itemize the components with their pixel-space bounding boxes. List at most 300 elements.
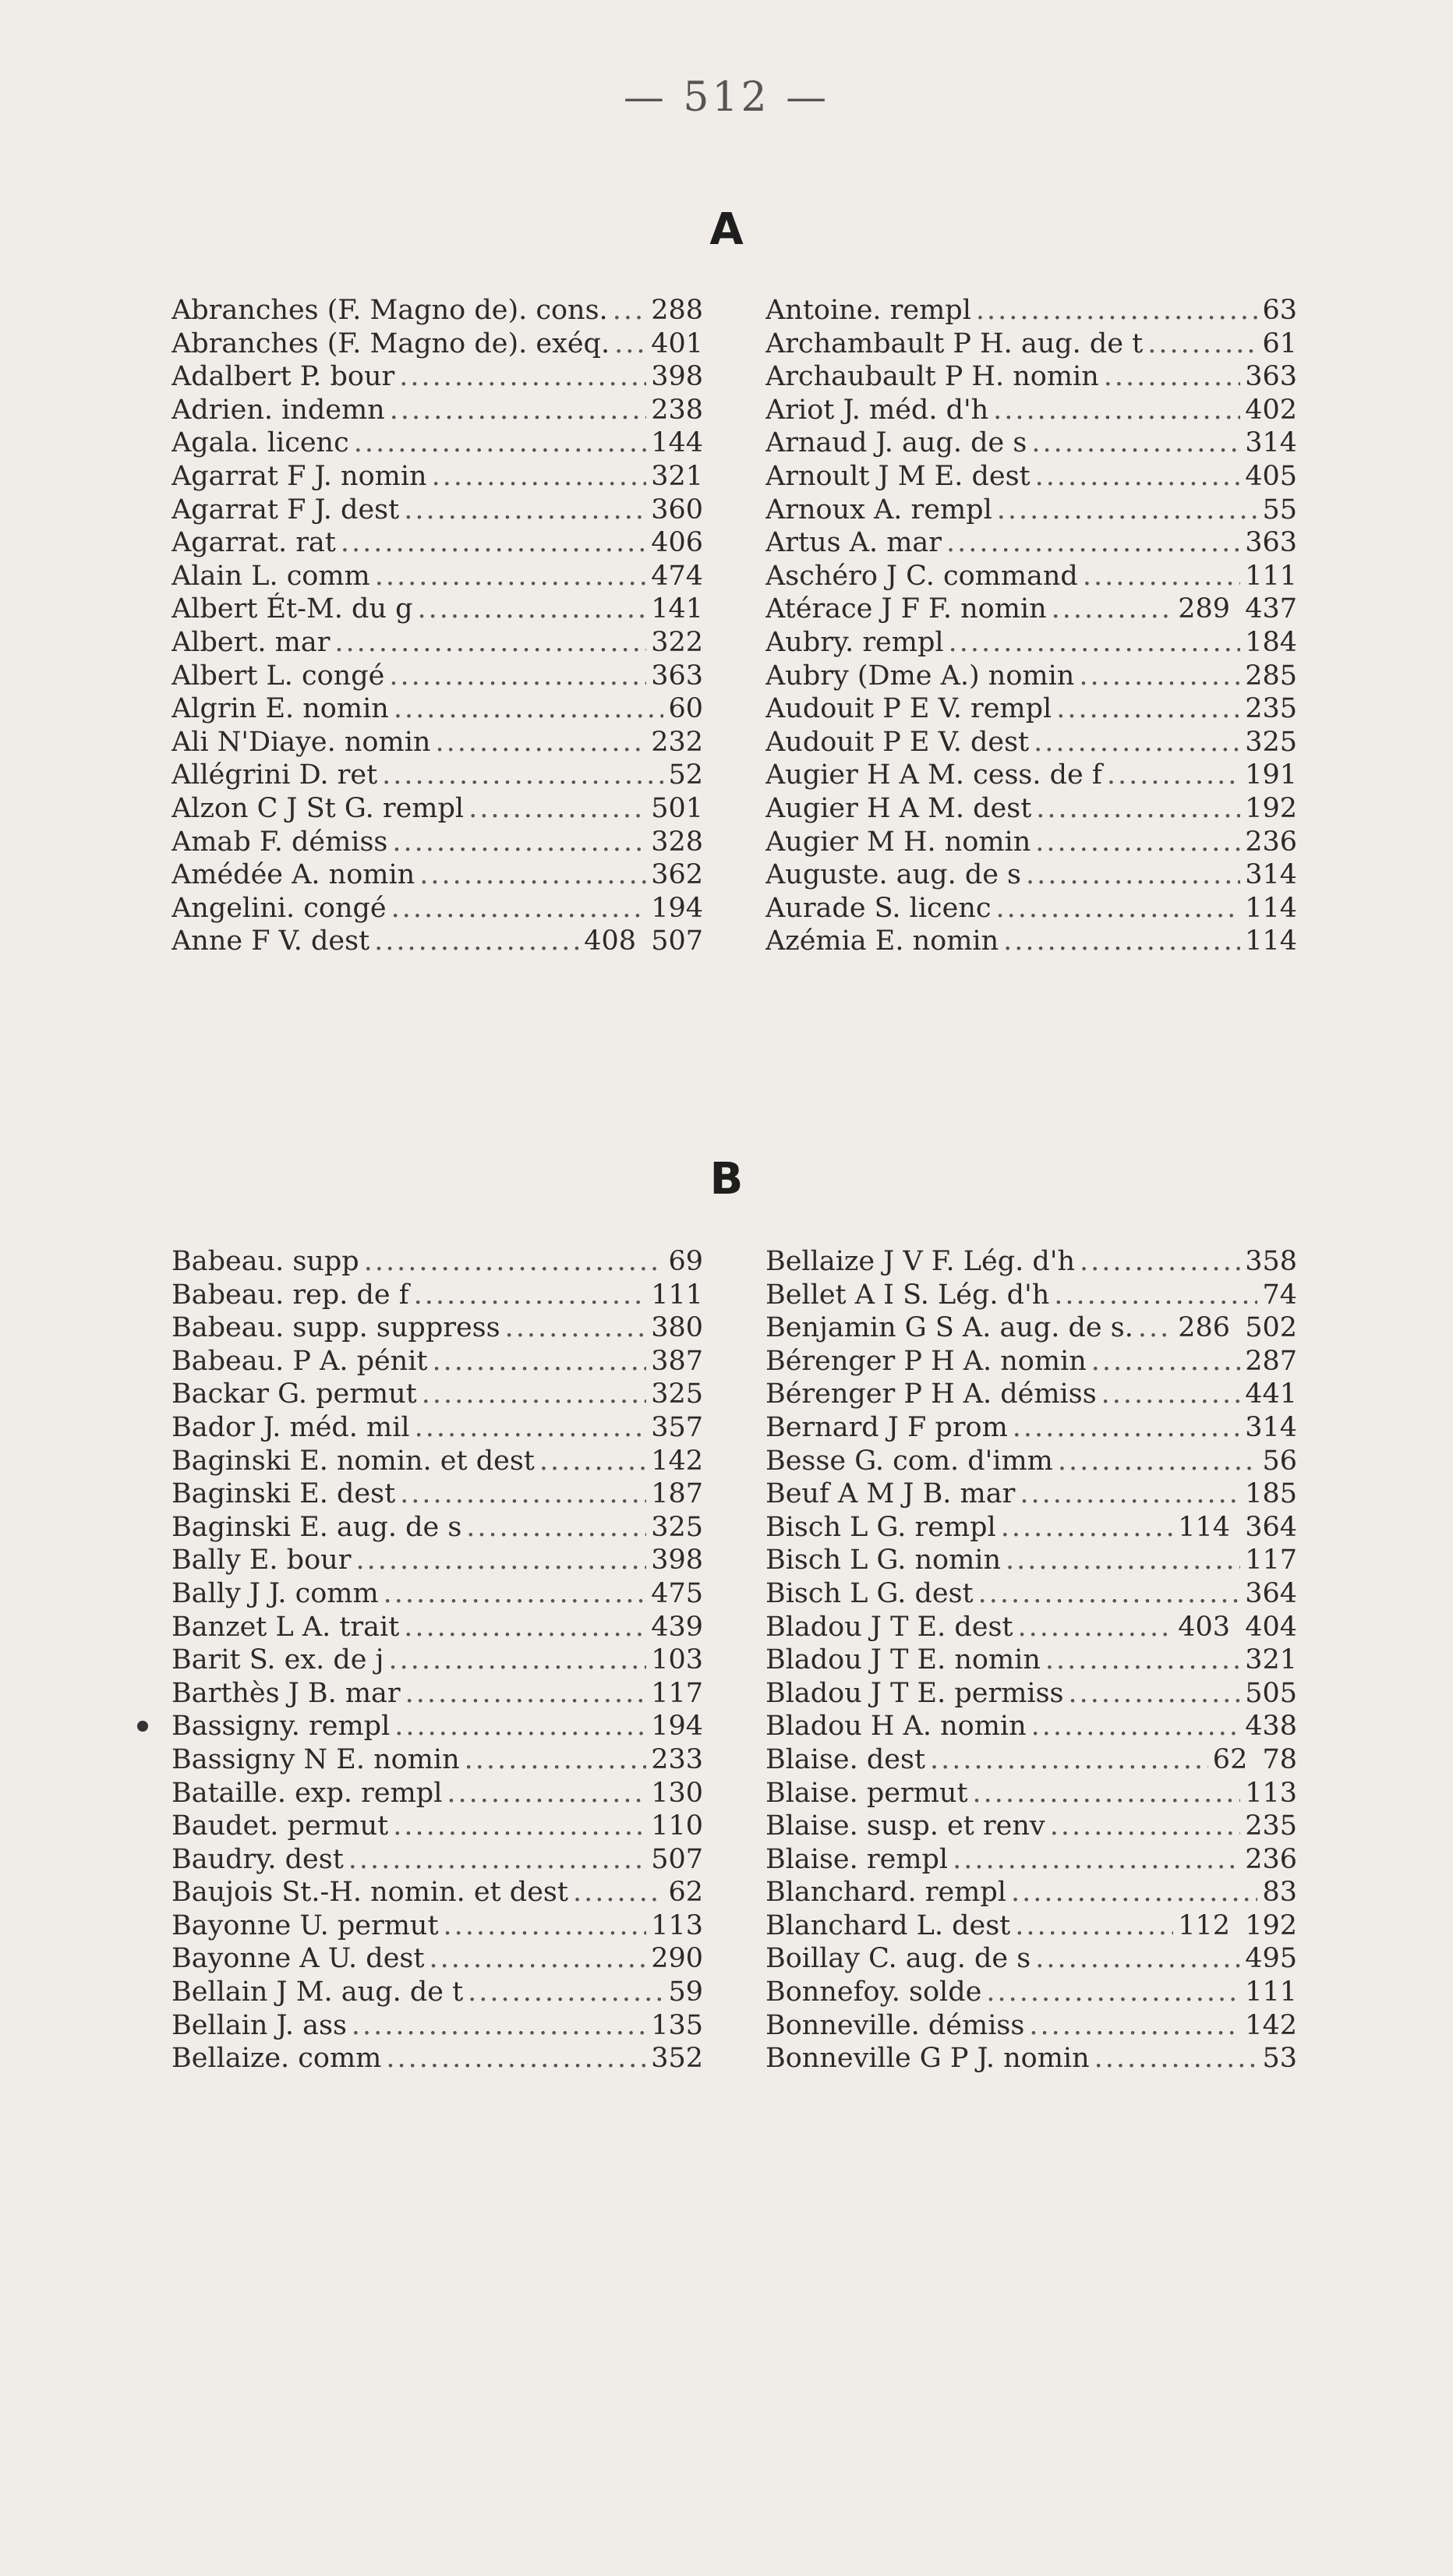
dot-leader: [422, 1378, 646, 1411]
index-entry: [765, 327, 1297, 361]
index-entry: [171, 759, 703, 792]
index-entry: [171, 1411, 703, 1445]
entry-pages: 113: [651, 1909, 703, 1941]
entry-pages: 321: [1245, 1644, 1297, 1676]
entry-name: Arnoux A. rempl: [765, 494, 992, 525]
index-entry: [171, 858, 703, 892]
index-entry: [765, 759, 1297, 792]
dot-leader: [1147, 327, 1257, 361]
entry-name: Bisch L G. nomin: [765, 1545, 1002, 1576]
dot-leader: [418, 593, 647, 626]
dot-leader: [997, 494, 1258, 527]
dot-leader: [341, 526, 646, 560]
entry-name: Adrien. indemn: [171, 394, 385, 426]
entry-name: Amédée A. nomin: [171, 859, 415, 891]
entry-name: Bally E. bour: [171, 1545, 352, 1576]
index-entry: [171, 560, 703, 593]
entry-name: Baudet. permut: [171, 1810, 389, 1842]
entry-pages: 111: [651, 1279, 703, 1311]
index-column-left: [171, 1245, 703, 2075]
entry-name: Bador J. méd. mil: [171, 1411, 410, 1443]
dot-leader: [1138, 1311, 1173, 1345]
entry-name: Allégrini D. ret: [171, 759, 378, 791]
index-entry: [171, 1777, 703, 1810]
entry-pages: 236: [1245, 1843, 1297, 1875]
index-entry: [171, 1511, 703, 1545]
index-entry: [171, 626, 703, 660]
entry-pages: 289 437: [1178, 593, 1297, 625]
dot-leader: [399, 360, 646, 394]
index-entry: [765, 626, 1297, 660]
index-entry: [765, 925, 1297, 958]
entry-name: Albert. mar: [171, 626, 331, 658]
entry-name: Bonneville G P J. nomin: [765, 2043, 1090, 2075]
dot-leader: [384, 1577, 647, 1611]
dot-leader: [429, 1942, 646, 1976]
entry-pages: 83: [1262, 1877, 1297, 1909]
entry-pages: 360: [651, 494, 703, 525]
entry-name: Agarrat F J. dest: [171, 494, 400, 525]
entry-name: Babeau. P A. pénit: [171, 1345, 428, 1377]
entry-pages: 103: [651, 1644, 703, 1676]
entry-pages: 52: [668, 759, 703, 791]
dot-leader: [1101, 1378, 1241, 1411]
dot-leader: [930, 1743, 1208, 1777]
dot-leader: [400, 1477, 646, 1511]
entry-pages: 184: [1245, 626, 1297, 658]
dot-leader: [1058, 1445, 1258, 1478]
entry-name: Audouit P E V. dest: [765, 726, 1030, 758]
entry-pages: 325: [1245, 726, 1297, 758]
dot-leader: [1035, 826, 1240, 859]
entry-pages: 74: [1262, 1279, 1297, 1311]
entry-name: Barit S. ex. de j: [171, 1644, 384, 1676]
entry-pages: 110: [651, 1810, 703, 1842]
entry-pages: 325: [651, 1378, 703, 1410]
dot-leader: [1036, 792, 1240, 826]
entry-name: Archambault P H. aug. de t: [765, 327, 1144, 359]
index-entry: [765, 1345, 1297, 1378]
entry-pages: 135: [651, 2009, 703, 2041]
entry-name: Bladou J T E. nomin: [765, 1644, 1041, 1676]
index-entry: [171, 1378, 703, 1411]
dot-leader: [394, 692, 664, 726]
index-entry: [765, 726, 1297, 759]
entry-name: Baudry. dest: [171, 1843, 344, 1875]
index-entry: [765, 1942, 1297, 1976]
entry-name: Angelini. congé: [171, 892, 387, 924]
index-entry: [171, 792, 703, 826]
dot-leader: [614, 327, 646, 361]
entry-name: Albert Ét-M. du g: [171, 593, 413, 625]
entry-name: Bernard J F prom: [765, 1411, 1008, 1443]
entry-pages: 387: [651, 1345, 703, 1377]
entry-pages: 62: [668, 1877, 703, 1909]
dot-leader: [976, 294, 1258, 327]
index-entry: [171, 1445, 703, 1478]
entry-pages: 63: [1262, 295, 1297, 326]
entry-pages: 475: [651, 1577, 703, 1609]
index-entry: [171, 2042, 703, 2075]
entry-name: Adalbert P. bour: [171, 361, 395, 393]
entry-name: Baginski E. aug. de s: [171, 1511, 462, 1543]
entry-pages: 56: [1262, 1445, 1297, 1477]
index-entry: [765, 1876, 1297, 1909]
dot-leader: [1018, 1611, 1174, 1644]
dot-leader: [1052, 593, 1174, 626]
dot-leader: [405, 1677, 647, 1711]
index-entry: [171, 526, 703, 560]
entry-pages: 287: [1245, 1345, 1297, 1377]
index-entry: [171, 1611, 703, 1644]
entry-pages: 191: [1245, 759, 1297, 791]
dot-leader: [973, 1777, 1241, 1810]
index-entry: [765, 1245, 1297, 1279]
entry-name: Bayonne A U. dest: [171, 1943, 425, 1975]
entry-pages: 363: [1245, 361, 1297, 393]
entry-name: Barthès J B. mar: [171, 1677, 401, 1709]
dot-leader: [382, 759, 663, 792]
entry-pages: 438: [1245, 1711, 1297, 1743]
index-entry: [765, 526, 1297, 560]
dot-leader: [1020, 1477, 1240, 1511]
dot-leader: [468, 792, 646, 826]
dot-leader: [613, 294, 647, 327]
dot-leader: [1080, 1245, 1240, 1279]
index-entry: [171, 1677, 703, 1711]
index-entry: [765, 360, 1297, 394]
index-entry: [171, 494, 703, 527]
index-entry: [765, 1611, 1297, 1644]
entry-name: Bonneville. démiss: [765, 2009, 1025, 2041]
entry-name: Benjamin G S A. aug. de s.: [765, 1312, 1133, 1344]
index-entry: [171, 1710, 703, 1743]
index-entry: [765, 1445, 1297, 1478]
entry-name: Babeau. rep. de f: [171, 1279, 409, 1311]
entry-pages: 55: [1262, 494, 1297, 525]
index-entry: [765, 593, 1297, 626]
entry-pages: 321: [651, 460, 703, 492]
entry-name: Bisch L G. dest: [765, 1577, 974, 1609]
entry-pages: 352: [651, 2043, 703, 2075]
index-entry: [765, 2042, 1297, 2075]
index-entry: [765, 1477, 1297, 1511]
index-entry: [765, 858, 1297, 892]
dot-leader: [447, 1777, 646, 1810]
dot-leader: [996, 892, 1241, 925]
entry-name: Bataille. exp. rempl: [171, 1777, 443, 1809]
entry-name: Albert L. congé: [171, 660, 385, 692]
entry-name: Antoine. rempl: [765, 295, 971, 326]
dot-leader: [348, 1843, 646, 1877]
index-entry: [171, 925, 703, 958]
entry-pages: 233: [651, 1743, 703, 1775]
dot-leader: [1107, 759, 1240, 792]
dot-leader: [1045, 1644, 1240, 1677]
index-entry: [171, 1876, 703, 1909]
index-entry: [171, 1976, 703, 2009]
dot-leader: [1011, 1876, 1258, 1909]
dot-leader: [419, 858, 646, 892]
entry-name: Bladou J T E. dest: [765, 1611, 1013, 1643]
index-entry: [765, 460, 1297, 494]
entry-pages: 505: [1245, 1677, 1297, 1709]
entry-pages: 405: [1245, 460, 1297, 492]
entry-pages: 62 78: [1212, 1743, 1297, 1775]
entry-pages: 194: [651, 1711, 703, 1743]
index-entry: [171, 692, 703, 726]
dot-leader: [986, 1976, 1240, 2009]
entry-pages: 194: [651, 892, 703, 924]
index-entry: [765, 1279, 1297, 1312]
entry-name: Bisch L G. rempl: [765, 1511, 996, 1543]
entry-name: Bassigny N E. nomin: [171, 1743, 460, 1775]
dot-leader: [386, 2042, 646, 2075]
index-entry: [765, 1677, 1297, 1711]
entry-name: Augier H A M. dest: [765, 792, 1032, 824]
entry-pages: 441: [1245, 1378, 1297, 1410]
entry-name: Azémia E. nomin: [765, 925, 999, 957]
index-entry: [765, 660, 1297, 693]
entry-name: Bassigny. rempl: [171, 1711, 391, 1743]
entry-pages: 364: [1245, 1577, 1297, 1609]
index-entry: [765, 692, 1297, 726]
dot-leader: [432, 1345, 646, 1378]
dot-leader: [415, 1411, 647, 1445]
index-entry: [765, 1743, 1297, 1777]
entry-pages: 53: [1262, 2043, 1297, 2075]
dot-leader: [375, 560, 646, 593]
entry-pages: 314: [1245, 1411, 1297, 1443]
index-entry: [765, 792, 1297, 826]
entry-name: Aubry (Dme A.) nomin: [765, 660, 1075, 692]
index-entry: [171, 1743, 703, 1777]
entry-pages: 236: [1245, 826, 1297, 858]
entry-pages: 285: [1245, 660, 1297, 692]
index-entry: [765, 560, 1297, 593]
dot-leader: [388, 1644, 646, 1677]
entry-pages: 130: [651, 1777, 703, 1809]
index-column-left: [171, 294, 703, 958]
dot-leader: [392, 826, 646, 859]
entry-name: Backar G. permut: [171, 1378, 417, 1410]
dot-leader: [1031, 426, 1240, 460]
entry-name: Agarrat F J. nomin: [171, 460, 427, 492]
dot-leader: [389, 660, 646, 693]
entry-name: Artus A. mar: [765, 527, 942, 559]
page-number: — 512 —: [623, 74, 830, 121]
entry-name: Archaubault P H. nomin: [765, 361, 1099, 393]
entry-pages: 286 502: [1178, 1312, 1297, 1344]
dot-leader: [334, 626, 646, 660]
dot-leader: [1104, 360, 1240, 394]
index-entry: [171, 1942, 703, 1976]
index-entry: [765, 1810, 1297, 1843]
index-entry: [765, 1577, 1297, 1611]
entry-pages: 235: [1245, 693, 1297, 725]
entry-name: Alain L. comm: [171, 560, 370, 592]
dot-leader: [1050, 1810, 1241, 1843]
entry-pages: 232: [651, 726, 703, 758]
entry-pages: 314: [1245, 427, 1297, 459]
entry-pages: 235: [1245, 1810, 1297, 1842]
index-entry: [171, 460, 703, 494]
entry-pages: 114: [1245, 925, 1297, 957]
index-entry: [765, 1378, 1297, 1411]
dot-leader: [573, 1876, 664, 1909]
entry-pages: 61: [1262, 327, 1297, 359]
entry-name: Blanchard L. dest: [765, 1909, 1011, 1941]
entry-name: Bellain J. ass: [171, 2009, 347, 2041]
index-entry: [765, 2009, 1297, 2043]
entry-name: Ariot J. méd. d'h: [765, 394, 989, 426]
entry-pages: 439: [651, 1611, 703, 1643]
entry-name: Algrin E. nomin: [171, 693, 389, 725]
entry-pages: 141: [651, 593, 703, 625]
dot-leader: [978, 1577, 1241, 1611]
entry-pages: 187: [651, 1478, 703, 1510]
dot-leader: [953, 1843, 1240, 1877]
dot-leader: [946, 526, 1240, 560]
dot-leader: [993, 394, 1240, 427]
index-entry: [171, 426, 703, 460]
entry-name: Blaise. susp. et renv: [765, 1810, 1045, 1842]
entry-name: Baujois St.-H. nomin. et dest: [171, 1877, 568, 1909]
entry-name: Banzet L A. trait: [171, 1611, 400, 1643]
entry-name: Bellaize J V F. Lég. d'h: [765, 1246, 1075, 1277]
dot-leader: [539, 1445, 646, 1478]
entry-name: Blanchard. rempl: [765, 1877, 1006, 1909]
entry-name: Amab F. démiss: [171, 826, 388, 858]
entry-pages: 398: [651, 361, 703, 393]
dot-leader: [466, 1511, 646, 1545]
dot-leader: [949, 626, 1241, 660]
index-entry: [765, 1311, 1297, 1345]
entry-pages: 111: [1245, 1976, 1297, 2008]
dot-leader: [1083, 560, 1240, 593]
entry-pages: 325: [651, 1511, 703, 1543]
entry-name: Abranches (F. Magno de). exéq.: [171, 327, 610, 359]
dot-leader: [1026, 858, 1240, 892]
entry-name: Bonnefoy. solde: [765, 1976, 982, 2008]
entry-pages: 111: [1245, 560, 1297, 592]
entry-name: Bladou J T E. permiss: [765, 1677, 1064, 1709]
entry-name: Augier M H. nomin: [765, 826, 1031, 858]
entry-pages: 314: [1245, 859, 1297, 891]
index-entry: [171, 660, 703, 693]
entry-pages: 112 192: [1178, 1909, 1297, 1941]
entry-name: Atérace J F F. nomin: [765, 593, 1047, 625]
entry-pages: 495: [1245, 1943, 1297, 1975]
dot-leader: [1003, 925, 1240, 958]
dot-leader: [1056, 692, 1240, 726]
dot-leader: [1079, 660, 1240, 693]
entry-pages: 290: [651, 1943, 703, 1975]
dot-leader: [1006, 1544, 1240, 1577]
entry-name: Alzon C J St G. rempl: [171, 792, 465, 824]
entry-name: Beuf A M J B. mar: [765, 1478, 1016, 1510]
entry-name: Babeau. supp. suppress: [171, 1312, 500, 1344]
entry-pages: 363: [651, 660, 703, 692]
entry-name: Bérenger P H A. démiss: [765, 1378, 1097, 1410]
index-entry: [171, 726, 703, 759]
entry-pages: 406: [651, 527, 703, 559]
entry-pages: 114: [1245, 892, 1297, 924]
entry-pages: 401: [651, 327, 703, 359]
entry-name: Arnaud J. aug. de s: [765, 427, 1027, 459]
dot-leader: [1001, 1511, 1174, 1545]
entry-pages: 60: [668, 693, 703, 725]
index-entry: [171, 1644, 703, 1677]
index-entry: [171, 1279, 703, 1312]
margin-bullet-mark: [137, 1721, 148, 1732]
entry-pages: 402: [1245, 394, 1297, 426]
dot-leader: [1013, 1411, 1240, 1445]
index-column-right: [765, 294, 1297, 958]
dot-leader: [1035, 1942, 1240, 1976]
entry-pages: 362: [651, 859, 703, 891]
index-entry: [171, 1345, 703, 1378]
index-entry: [765, 826, 1297, 859]
dot-leader: [468, 1976, 663, 2009]
entry-name: Baginski E. dest: [171, 1478, 396, 1510]
entry-name: Aschéro J C. command: [765, 560, 1078, 592]
entry-name: Anne F V. dest: [171, 925, 370, 957]
entry-pages: 507: [651, 1843, 703, 1875]
index-entry: [171, 1810, 703, 1843]
index-entry: [171, 294, 703, 327]
dot-leader: [1034, 726, 1240, 759]
index-column-right: [765, 1245, 1297, 2075]
entry-name: Blaise. dest: [765, 1743, 926, 1775]
index-entry: [171, 593, 703, 626]
index-entry: [765, 1843, 1297, 1877]
entry-pages: 501: [651, 792, 703, 824]
entry-pages: 144: [651, 427, 703, 459]
index-entry: [765, 294, 1297, 327]
dot-leader: [414, 1279, 647, 1312]
dot-leader: [355, 1544, 646, 1577]
entry-pages: 117: [651, 1677, 703, 1709]
entry-pages: 363: [1245, 527, 1297, 559]
index-entry: [171, 1477, 703, 1511]
entry-pages: 142: [651, 1445, 703, 1477]
index-entry: [171, 327, 703, 361]
dot-leader: [1054, 1279, 1257, 1312]
entry-name: Boillay C. aug. de s: [765, 1943, 1031, 1975]
index-entry: [171, 1311, 703, 1345]
index-entry: [171, 2009, 703, 2043]
index-entry: [765, 1644, 1297, 1677]
entry-name: Besse G. com. d'imm: [765, 1445, 1053, 1477]
dot-leader: [393, 1810, 646, 1843]
entry-pages: 117: [1245, 1545, 1297, 1576]
index-entry: [171, 1544, 703, 1577]
dot-leader: [391, 892, 647, 925]
entry-pages: 114 364: [1178, 1511, 1297, 1543]
entry-pages: 288: [651, 295, 703, 326]
dot-leader: [1091, 1345, 1240, 1378]
dot-leader: [444, 1909, 647, 1943]
index-entry: [765, 1544, 1297, 1577]
dot-leader: [1031, 1710, 1241, 1743]
dot-leader: [1015, 1909, 1173, 1943]
entry-pages: 474: [651, 560, 703, 592]
entry-pages: 69: [668, 1246, 703, 1277]
dot-leader: [354, 426, 646, 460]
index-entry: [765, 1710, 1297, 1743]
entry-name: Auguste. aug. de s: [765, 859, 1022, 891]
